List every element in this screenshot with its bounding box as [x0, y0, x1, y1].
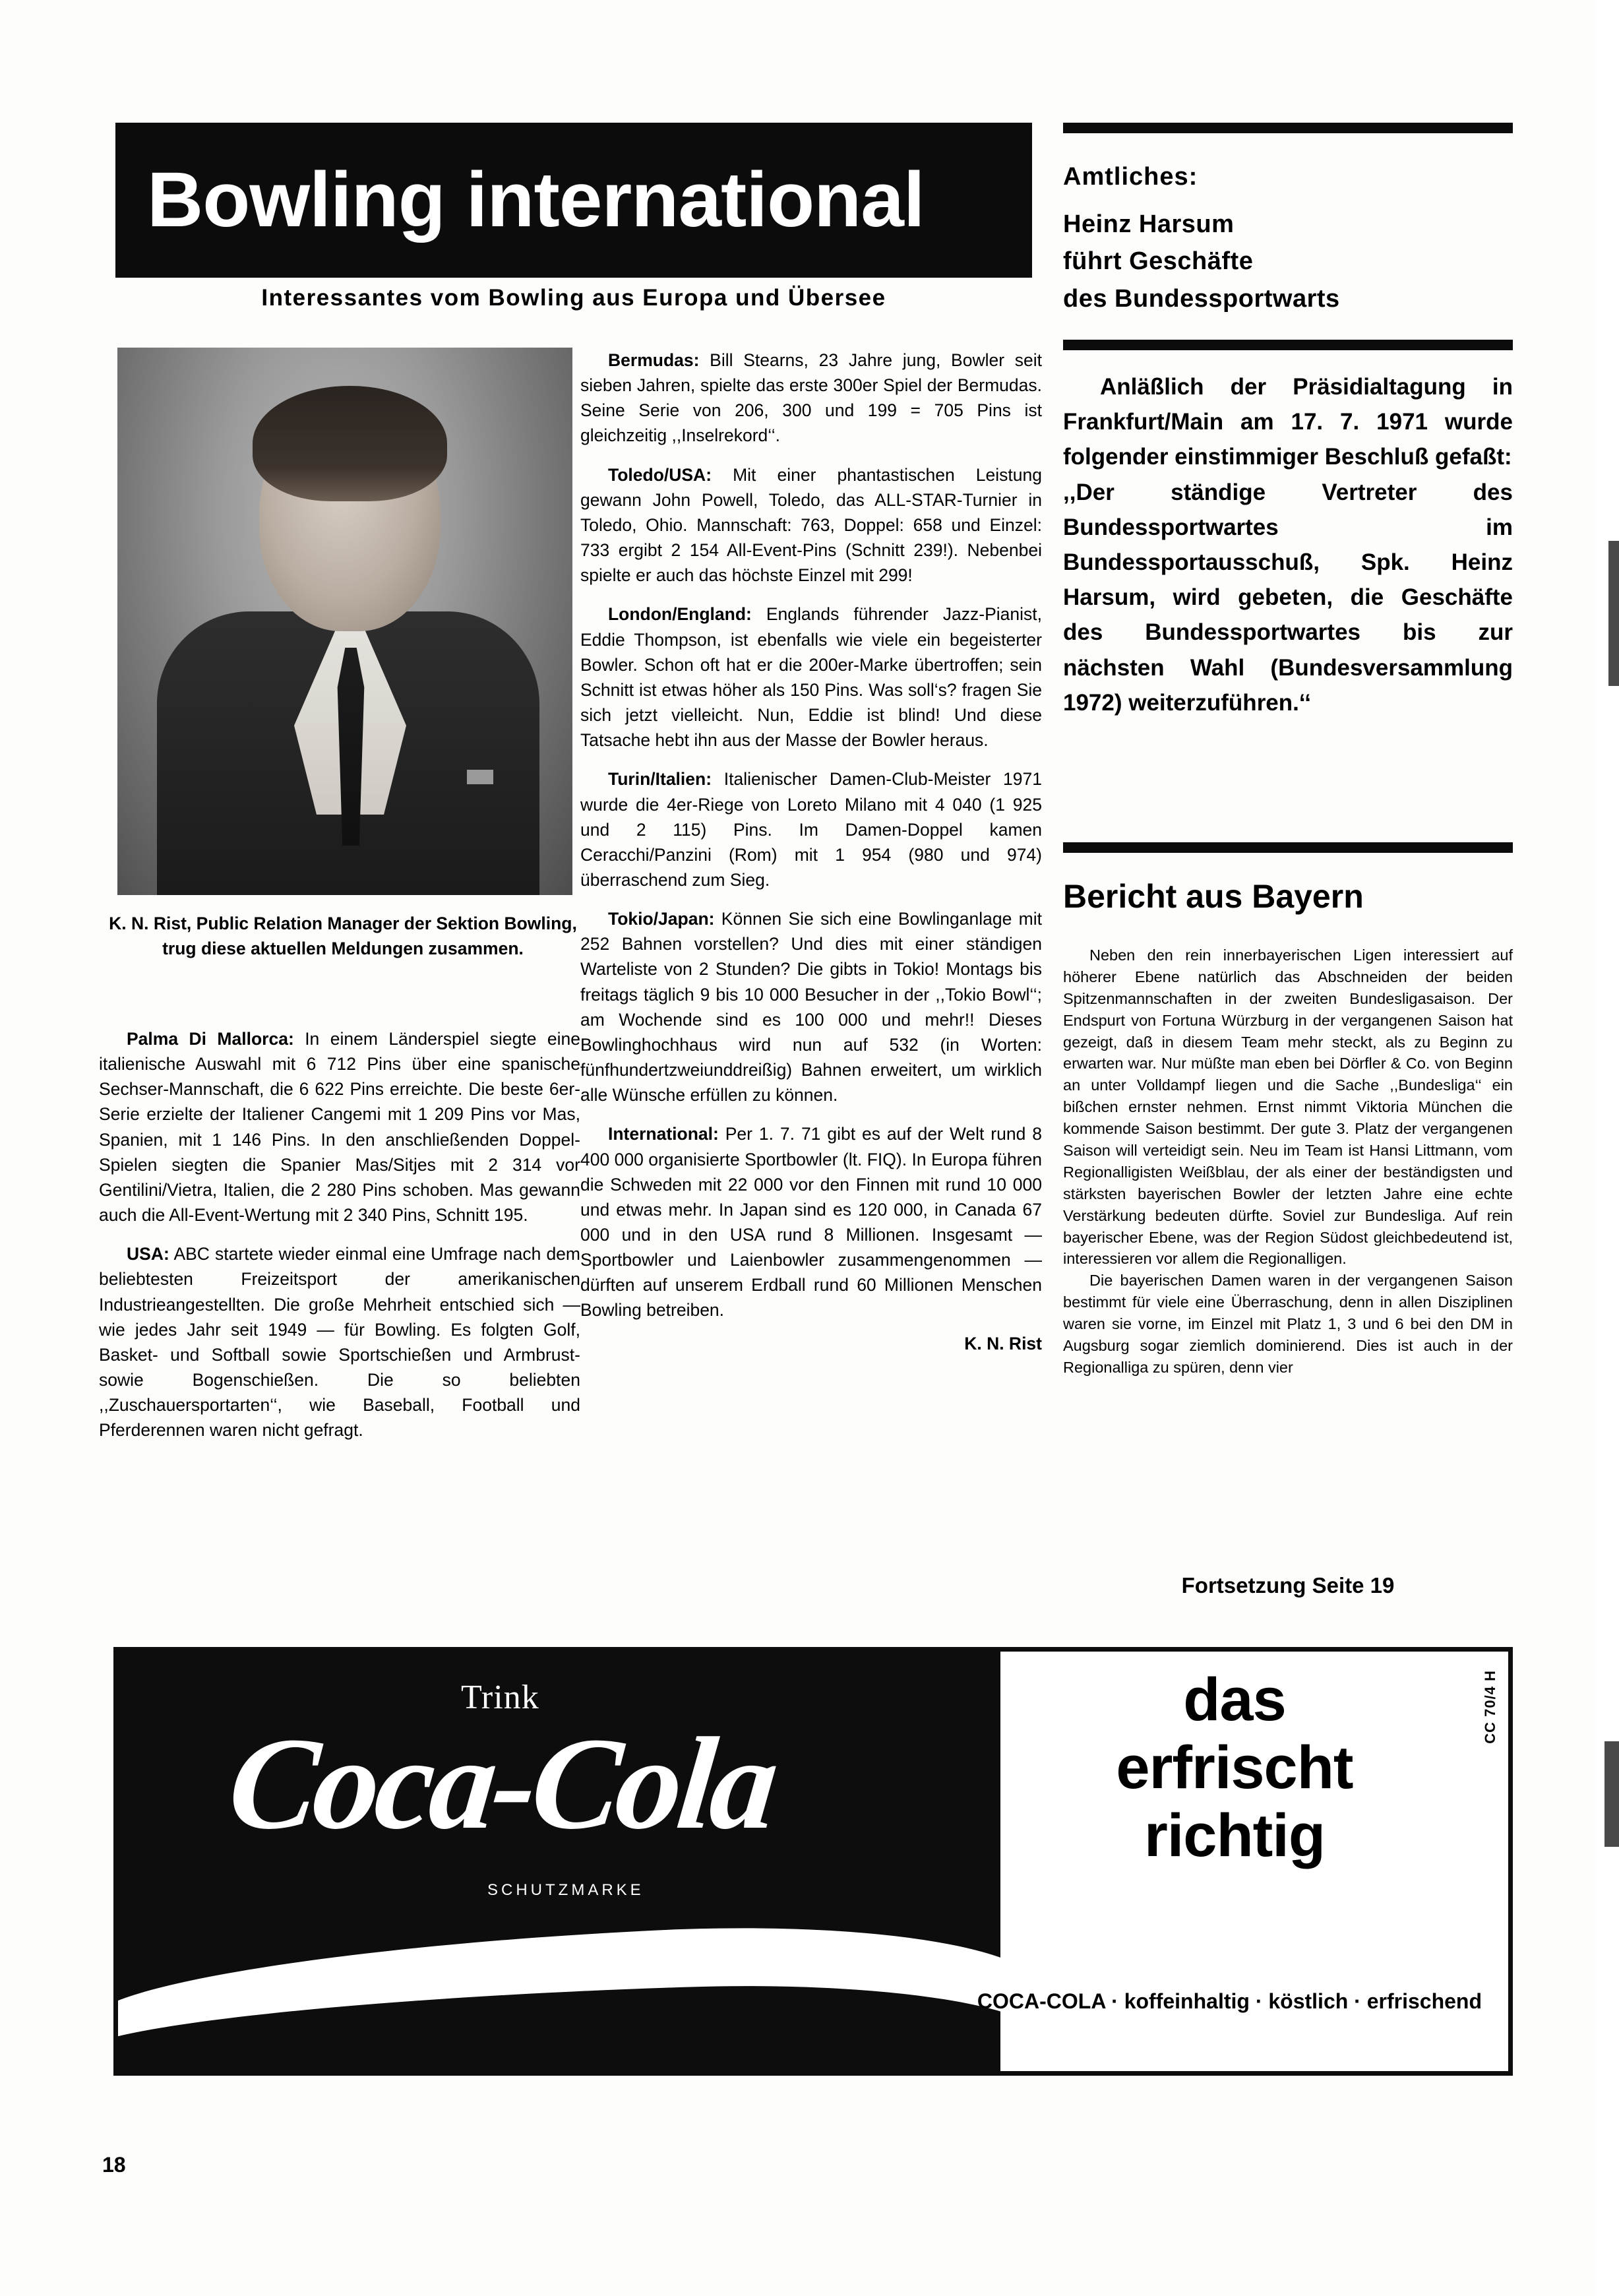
paragraph-body: Bill Stearns, 23 Jahre jung, Bowler seit sieben Jahren, spielte das erste 300er Spiel der Bermudas. Seine Serie von 206, 300 und 199 = 705 Pins ist gleichzeitig ,,Inselrekord‘‘.: [580, 350, 1042, 446]
masthead-subtitle: Interessantes vom Bowling aus Europa und Übersee: [261, 285, 886, 311]
paragraph-lead: London/England:: [608, 604, 752, 625]
paragraph-lead: Turin/Italien:: [608, 769, 712, 790]
paragraph-body: ABC startete wieder einmal eine Umfrage nach dem beliebtesten Freizeitsport der amerikanischen Industrieangestellten. Die große Mehrheit entschied sich — wie jedes Jahr seit 1949 — für Bowling. Es folgten Golf, Basket- und Softball sowie Sportschießen und Armbrust- sowie Bogenschießen. Die so beliebten ,,Zuschauersportarten‘‘, wie Baseball, Football und Pferderennen waren nicht gefragt.: [99, 1244, 580, 1441]
paragraph: Anläßlich der Präsidialtagung in Frankfurt/Main am 17. 7. 1971 wurde folgender einstimmiger Beschluß gefaßt:: [1063, 374, 1513, 470]
portrait-photo: [117, 348, 572, 895]
paragraph-lead: USA:: [127, 1244, 169, 1264]
paragraph-body: In einem Länderspiel siegte eine italienische Auswahl mit 6 712 Pins über eine spanische Sechser-Mannschaft, die 6 622 Pins erreichte. Die beste 6er-Serie erzielte der Italiener Cangemi mit 1 209 Pins vor Mas, Spanien, mit 1 146 Pins. In den anschließenden Doppel-Spielen siegten die Spanier Mas/Sitjes mit 2 314 vor Gentilini/Vietra, Italien, die 2 280 Pins schoben. Mas gewann auch die All-Event-Wertung mit 2 340 Pins, Schnitt 195.: [99, 1029, 580, 1226]
ad-slogan-line: das: [1183, 1666, 1286, 1733]
official-notice-header: [1063, 158, 1513, 317]
paragraph: ,,Der ständige Vertreter des Bundessportwartes im Bundessportausschuß, Spk. Heinz Harsum, wird gebeten, die Geschäfte des Bundessportwartes bis zur nächsten Wahl (Bundesversammlung 1972) weiterzuführen.‘‘: [1063, 479, 1513, 716]
continuation-note: Fortsetzung Seite 19: [1181, 1573, 1395, 1598]
paragraph: Die bayerischen Damen waren in der vergangenen Saison bestimmt für viele eine Überraschung, denn in allen Disziplinen waren sie vorne, im Einzel mit Platz 1, 3 und 6 bei den DM in Augsburg sogar ziemlich dominierend. Dies ist auch in der Regionalliga zu spüren, denn vier: [1063, 1272, 1513, 1376]
scan-artifact: [1608, 541, 1619, 686]
coca-cola-advertisement: [113, 1647, 1513, 2076]
paragraph-body: Können Sie sich eine Bowlinganlage mit 252 Bahnen vorstellen? Und dies mit einer ständigen Warteliste von 2 Stunden? Die gibts in Tokio! Montags bis freitags täglich 9 bis 10 000 Besucher in der ,,Tokio Bowl‘‘; am Wochende sind es 100 000 und mehr!! Dieses Bowlinghochhaus wird nun auf 532 (in Worten: fünfhundertzweiunddreißig) Bahnen erweitert, um wirklich alle Wünsche erfüllen zu können.: [580, 909, 1042, 1105]
scan-artifact: [1604, 1741, 1619, 1847]
ad-trink-text: Trink: [461, 1679, 539, 1716]
paragraph-body: Italienischer Damen-Club-Meister 1971 wurde die 4er-Riege von Loreto Milano mit 4 040 (1 925 und 2 115) Pins. Im Damen-Doppel kamen Ceracchi/Panzini (Rom) mit 1 954 (980 und 974) überraschend zum Sieg.: [580, 769, 1042, 890]
official-notice-label: Amtliches:: [1063, 163, 1198, 191]
paragraph: [580, 906, 1042, 1107]
official-notice-headline-line: Heinz Harsum: [1063, 210, 1235, 239]
paragraph: [580, 462, 1042, 588]
divider-rule-bottom: [1063, 842, 1513, 853]
paragraph: Neben den rein innerbayerischen Ligen interessiert auf höherer Ebene natürlich das Abschneiden der beiden Spitzenmannschaften in der zweiten Bundesligasaison. Der Endspurt von Fortuna Würzburg in der vergangenen Saison hat gezeigt, daß in diesem Team mehr steckt, als zu Beginn zu erwarten war. Nur müßte man eben bei Dörfler & Co. von Beginn an unter Volldampf liegen und die Sache ,,Bundesliga‘‘ ein bißchen ernster nehmen. Ernst nimmt Viktoria München die kommende Saison bestimmt. Der gute 3. Platz der vergangenen Saison will verteidigt sein. Neu im Team ist Hansi Littmann, vom Regionalligisten Weißblau, der als einer der beständigsten und stärksten bayerischen Bowler der letzten Jahre eine echte Verstärkung bedeuten dürfte. Soviel zur Bundesliga. Auf rein bayerischer Ebene, was der Region Südost gleichbedeutend ist, interessieren vor allem die Regionalligen.: [1063, 946, 1513, 1268]
page-title: Bowling international: [147, 156, 925, 243]
photo-hair: [253, 386, 447, 501]
paragraph: [580, 1121, 1042, 1322]
bavaria-report-title: Bericht aus Bayern: [1063, 878, 1364, 915]
middle-text-column: [580, 348, 1042, 1356]
ad-slogan-panel: [977, 1652, 1508, 2071]
scan-edge: [1595, 0, 1619, 2296]
paragraph: [580, 766, 1042, 892]
photo-lapel-pin: [467, 770, 493, 784]
paragraph: [99, 1026, 580, 1227]
ad-trademark-text: SCHUTZMARKE: [487, 1881, 644, 1899]
paragraph: [580, 602, 1042, 753]
divider-rule-top: [1063, 123, 1513, 133]
paragraph-lead: Palma Di Mallorca:: [127, 1029, 294, 1049]
ad-slogan: [1007, 1666, 1462, 1870]
official-notice-headline-line: des Bundessportwarts: [1063, 284, 1340, 313]
photo-caption: K. N. Rist, Public Relation Manager der Sektion Bowling, trug diese aktuellen Meldungen zusammen.: [109, 914, 577, 958]
paragraph-body: Mit einer phantastischen Leistung gewann John Powell, Toledo, das ALL-STAR-Turnier in Toledo, Ohio. Mannschaft: 763, Doppel: 658 und Einzel: 733 ergibt 2 154 All-Event-Pins (Schnitt 239!). Nebenbei spielte er auch das höchste Einzel mit 299!: [580, 464, 1042, 586]
masthead-banner: [115, 123, 1032, 278]
paragraph: [580, 348, 1042, 449]
article-byline: K. N. Rist: [964, 1333, 1042, 1353]
paragraph-body: Per 1. 7. 71 gibt es auf der Welt rund 8 400 000 organisierte Sportbowler (lt. FIQ). In Europa führen die Schweden mit 22 000 vor den Finnen mit rund 10 000 und etwas mehr. In Japan sind es 120 000, in Canada 67 000 und in den USA rund 8 Millionen. Insgesamt — Sportbowler und Laienbowler zusammengenommen — dürften auf unserem Erdball rund 60 Millionen Menschen Bowling betreiben.: [580, 1124, 1042, 1320]
bavaria-report-body: [1063, 945, 1513, 1379]
paragraph-lead: Tokio/Japan:: [608, 909, 715, 929]
ad-slogan-line: erfrischt: [1116, 1734, 1353, 1802]
paragraph-lead: Toledo/USA:: [608, 464, 712, 485]
official-notice-headline-line: führt Geschäfte: [1063, 247, 1254, 276]
ad-footer-text: COCA-COLA · koffeinhaltig · köstlich · erfrischend: [977, 1989, 1482, 2013]
ad-slogan-line: richtig: [1144, 1802, 1326, 1870]
paragraph-lead: International:: [608, 1124, 719, 1144]
paragraph-body: Englands führender Jazz-Pianist, Eddie Thompson, ist ebenfalls wie viele ein begeisterter Bowler. Schon oft hat er die 200er-Marke übertroffen; sein Schnitt ist etwas höher als 150 Pins. Was soll‘s? fragen Sie sich jetzt vielleicht. Nun, Eddie ist blind! Und diese Tatsache hebt ihn aus der Masse der Bowler heraus.: [580, 604, 1042, 751]
ad-code: CC 70/4 H: [1482, 1670, 1498, 1744]
divider-rule-middle: [1063, 340, 1513, 350]
left-text-column: [99, 1026, 580, 1443]
coca-cola-logo: Coca-Cola: [222, 1711, 781, 1857]
page-number: 18: [102, 2153, 126, 2177]
official-notice-body: [1063, 369, 1513, 720]
paragraph: [99, 1241, 580, 1443]
paragraph-lead: Bermudas:: [608, 350, 700, 370]
